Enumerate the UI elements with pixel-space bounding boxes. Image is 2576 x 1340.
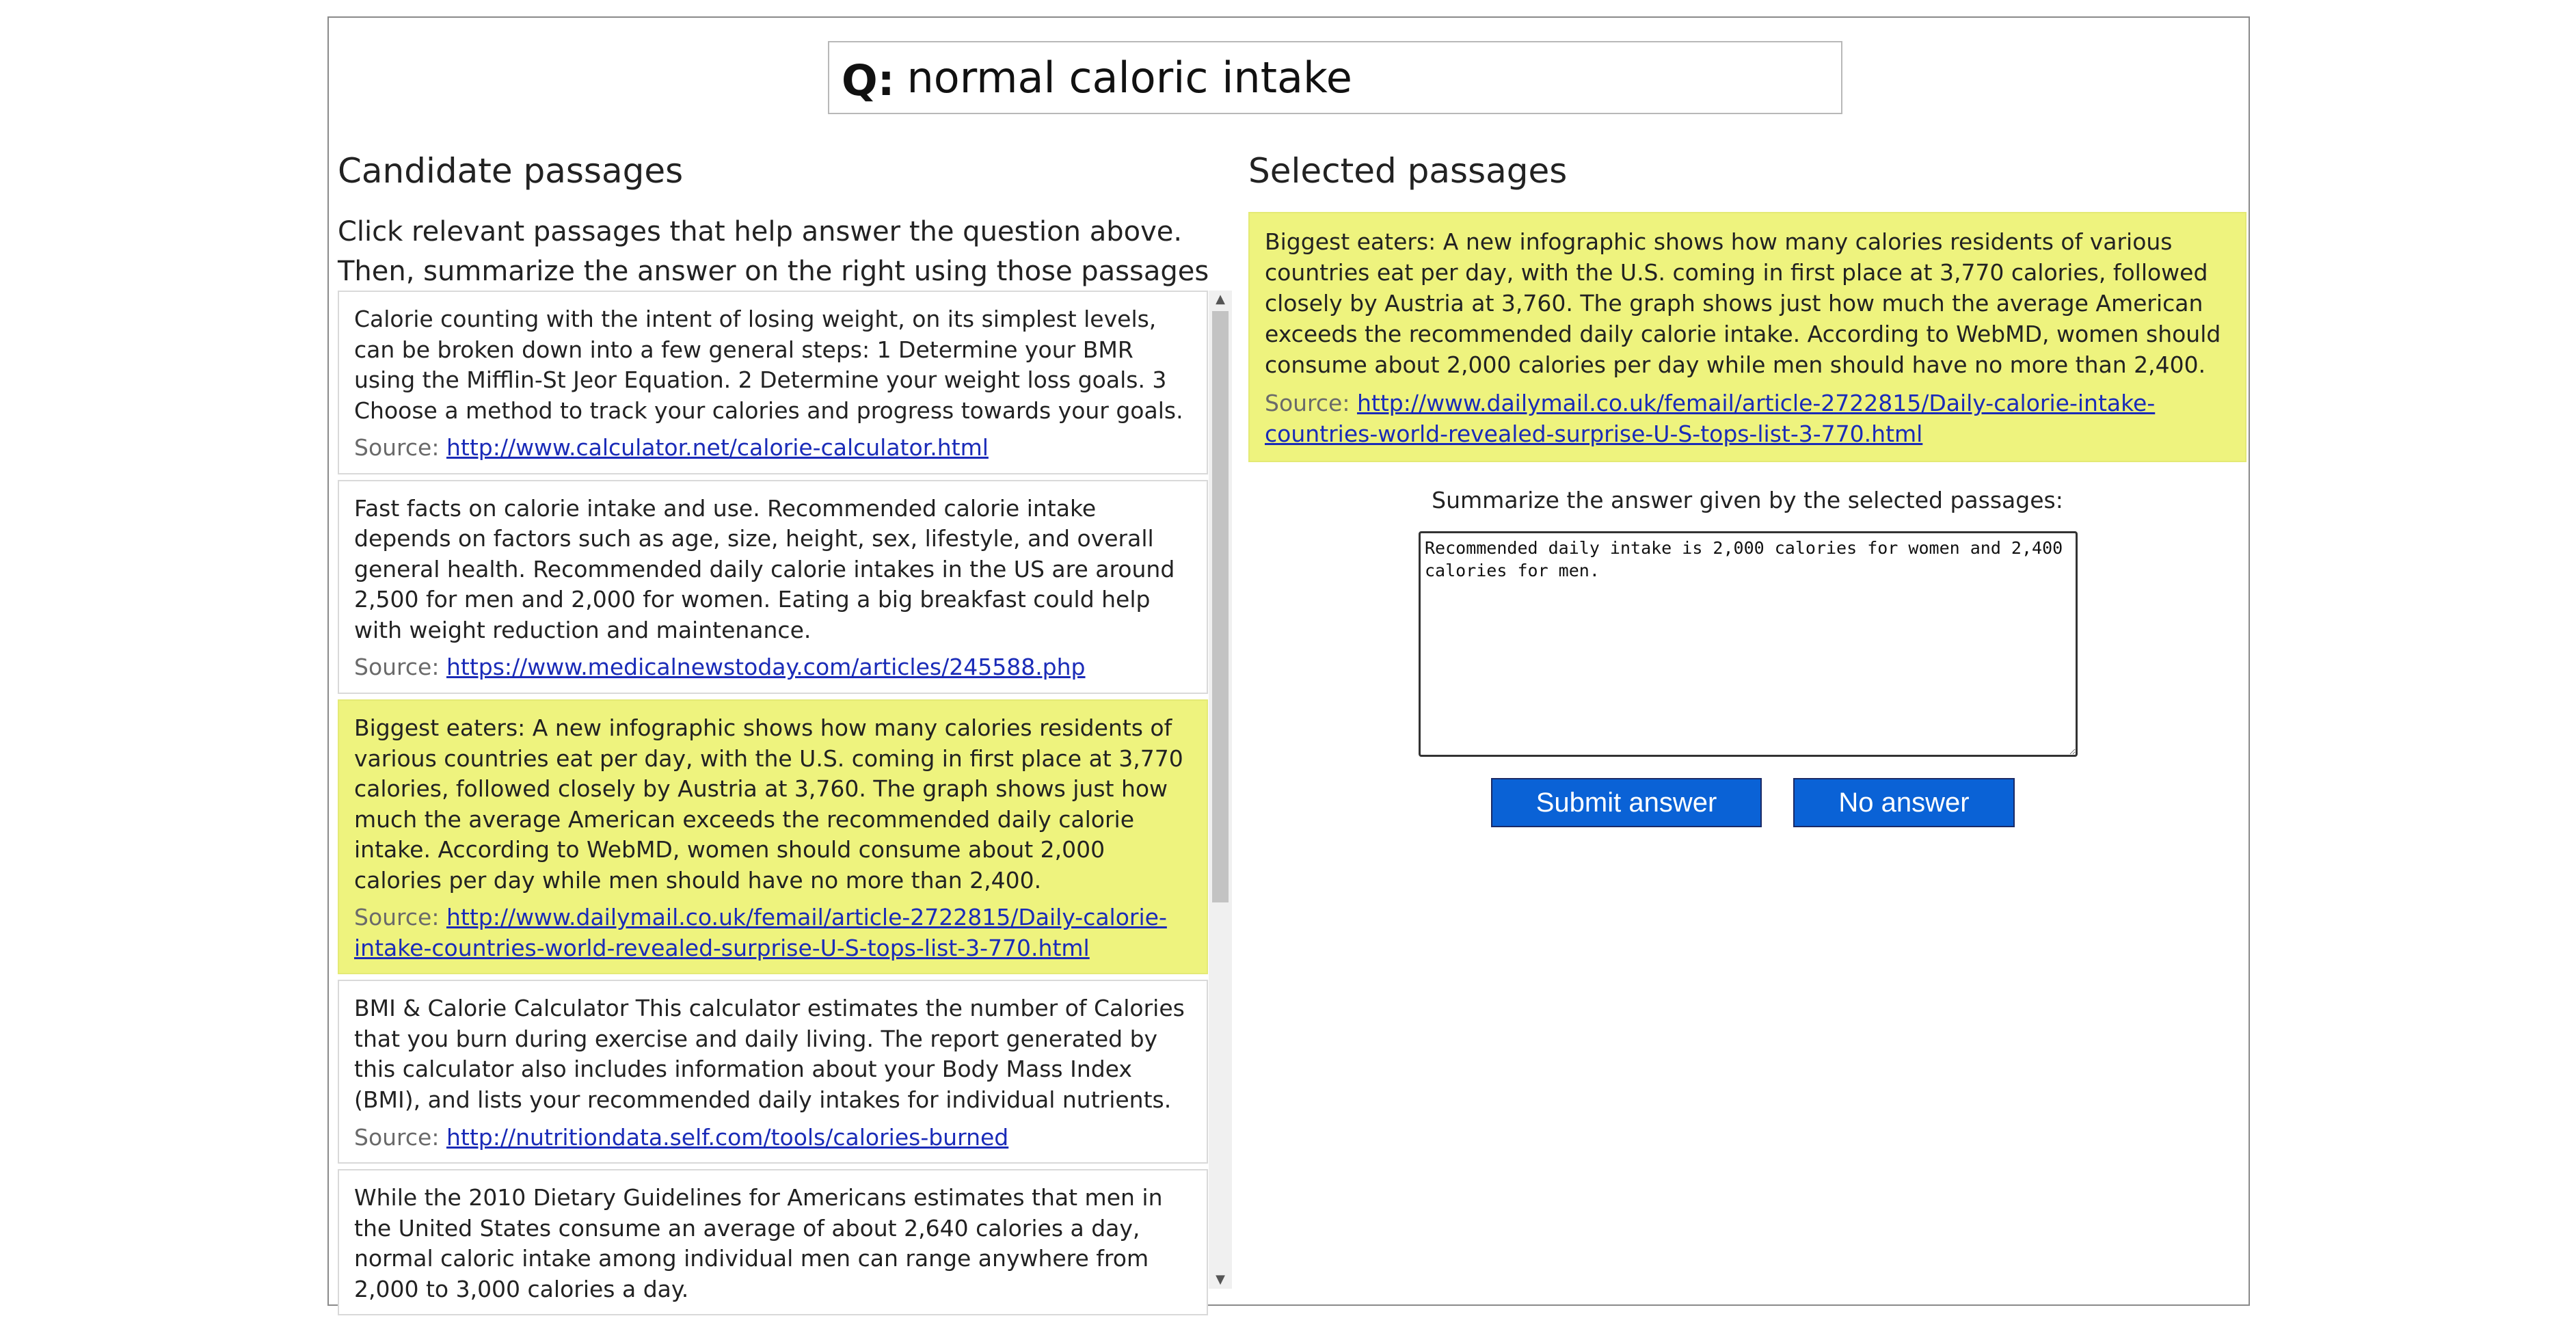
source-label: Source:: [1265, 390, 1350, 417]
passage-text: Biggest eaters: A new infographic shows how many calories residents of various countries eat per day, with the U.S. coming in first place at 3,770 calories, followed closely by Austria at 3,760. The graph shows just how much the average American exceeds the recommended daily calorie intake. According to WebMD, women should consume about 2,000 calories per day while men should have no more than 2,400.: [354, 714, 1183, 894]
candidate-scrollbar[interactable]: [1209, 291, 1232, 1289]
candidate-title: Candidate passages: [338, 151, 684, 191]
source-label: Source:: [354, 1123, 440, 1151]
scroll-up-icon[interactable]: ▲: [1216, 292, 1225, 306]
source-label: Source:: [354, 434, 440, 461]
passage-text: BMI & Calorie Calculator This calculator estimates the number of Calories that you burn during exercise and daily living. The report generated by this calculator also includes information about your Body Mass Index (BMI), and lists your recommended daily intakes for individual nutrients.: [354, 995, 1185, 1114]
passage-source: [354, 433, 1192, 464]
source-link[interactable]: https://www.medicalnewstoday.com/articles/245588.php: [446, 654, 1086, 681]
candidate-passage-4[interactable]: [338, 980, 1208, 1164]
summary-label: Summarize the answer given by the selected passages:: [1432, 487, 2063, 513]
passage-text: While the 2010 Dietary Guidelines for Americans estimates that men in the United States consume an average of about 2,640 calories a day, normal caloric intake among individual men can range anywhere from 2,000 to 3,000 calories a day.: [354, 1184, 1163, 1302]
selected-passage-1[interactable]: [1248, 212, 2246, 462]
passage-source: [354, 652, 1192, 683]
query-label: Q:: [842, 55, 895, 105]
instructions: Click relevant passages that help answer the question above. Then, summarize the answer on the right using those passages: [338, 216, 1209, 287]
passage-text: Fast facts on calorie intake and use. Recommended calorie intake depends on factors such as age, size, height, sex, lifestyle, and overall general health. Recommended daily calorie intakes in the US are around 2,500 for men and 2,000 for women. Eating a big breakfast could help with weight reduction and maintenance.: [354, 494, 1175, 643]
passage-text: Calorie counting with the intent of losing weight, on its simplest levels, can be broken down into a few general steps: 1 Determine your BMR using the Mifflin-St Jeor Equation. 2 Determine your weight loss goals. 3 Choose a method to track your calories and progress towards your goals.: [354, 306, 1183, 424]
source-link[interactable]: http://www.dailymail.co.uk/femail/article-2722815/Daily-calorie-intake-countries-world-revealed-surprise-U-S-tops-list-3-770.html: [354, 904, 1167, 961]
query-box: [828, 41, 1842, 114]
submit-answer-button[interactable]: Submit answer: [1491, 778, 1762, 827]
passage-source: [354, 902, 1192, 963]
no-answer-button[interactable]: No answer: [1793, 778, 2015, 827]
selected-column: [1248, 150, 2246, 191]
passage-source: [354, 1123, 1192, 1153]
candidate-passage-2[interactable]: [338, 480, 1208, 694]
summary-textarea[interactable]: [1419, 531, 2078, 757]
candidate-list: [338, 291, 1233, 1302]
query-text: normal caloric intake: [907, 53, 1352, 103]
candidate-passage-5[interactable]: [338, 1169, 1208, 1315]
source-label: Source:: [354, 654, 440, 681]
source-label: Source:: [354, 904, 440, 931]
passage-source: [1265, 388, 2230, 450]
source-link[interactable]: http://www.dailymail.co.uk/femail/article-2722815/Daily-calorie-intake-countries-world-revealed-surprise-U-S-tops-list-3-770.html: [1265, 390, 2156, 448]
passage-text: Biggest eaters: A new infographic shows how many calories residents of various countries eat per day, with the U.S. coming in first place at 3,770 calories, followed closely by Austria at 3,760. The graph shows just how much the average American exceeds the recommended daily calorie intake. According to WebMD, women should consume about 2,000 calories per day while men should have no more than 2,400.: [1265, 228, 2221, 378]
scrollbar-thumb[interactable]: [1212, 311, 1229, 902]
candidate-column: [338, 150, 1233, 191]
candidate-passage-3[interactable]: [338, 699, 1208, 974]
candidate-passage-1[interactable]: [338, 291, 1208, 474]
source-link[interactable]: http://www.calculator.net/calorie-calculator.html: [446, 434, 989, 461]
source-link[interactable]: http://nutritiondata.self.com/tools/calories-burned: [446, 1123, 1009, 1151]
scroll-down-icon[interactable]: ▼: [1216, 1272, 1225, 1287]
selected-title: Selected passages: [1248, 151, 1568, 191]
